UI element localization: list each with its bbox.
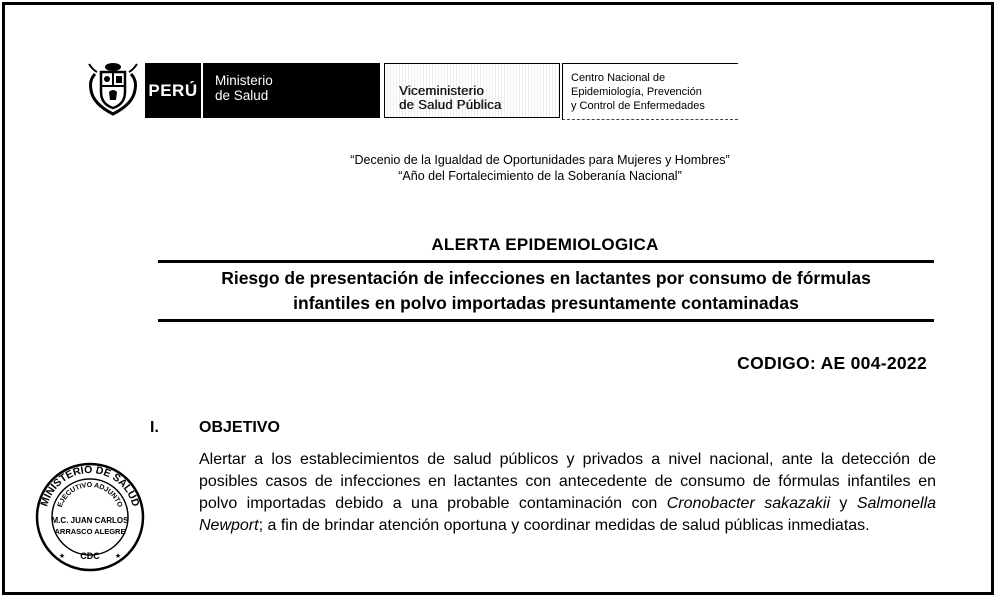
alert-subtitle [158, 266, 934, 316]
body-text-2: y [830, 495, 857, 512]
title-rule-top [158, 260, 934, 263]
alert-title: ALERTA EPIDEMIOLOGICA [431, 235, 659, 254]
stamp-name-2: ARRASCO ALEGRE [54, 527, 126, 536]
ministry-label [203, 63, 273, 118]
motto-line-1: “Decenio de la Igualdad de Oportunidades para Mujeres y Hombres” [350, 153, 730, 167]
body-text-1: Alertar a los establecimientos de salud públicos y privados a nivel nacional, ante la detección de posibles casos de infecciones en lactantes con antecedente de consumo de fórmulas infantiles en polvo importadas debido a una probable contaminación con [199, 451, 936, 512]
center-block [562, 63, 738, 120]
center-line-3: y Control de Enfermedades [571, 100, 705, 112]
ministry-logo-block [145, 63, 380, 118]
organism-2: Salmonella Newport [199, 495, 937, 534]
subtitle-line-1: Riesgo de presentación de infecciones en lactantes por consumo de fórmulas [221, 268, 871, 288]
stamp-name-1: M.C. JUAN CARLOS [51, 516, 129, 525]
ministry-line-1: Ministerio [215, 73, 273, 88]
body-text-3: ; a fin de brindar atención oportuna y coordinar medidas de salud públicas inmediatas. [258, 517, 870, 534]
section-body [199, 449, 936, 537]
country-label: PERÚ [145, 63, 203, 118]
motto-line-2: “Año del Fortalecimiento de la Soberanía Nacional” [398, 169, 682, 183]
title-rule-bottom [158, 319, 934, 322]
ministry-line-2: de Salud [215, 88, 269, 103]
viceministry-label [399, 84, 501, 112]
coat-of-arms-icon [85, 60, 141, 118]
document-code: CODIGO: AE 004-2022 [737, 353, 927, 373]
official-stamp [34, 461, 146, 573]
center-line-1: Centro Nacional de [571, 72, 666, 84]
center-label [571, 71, 705, 113]
stamp-star-left: ★ [58, 553, 66, 560]
subtitle-line-2: infantiles en polvo importadas presuntamente contaminadas [293, 293, 799, 313]
center-line-2: Epidemiología, Prevención [571, 86, 702, 98]
organism-1: Cronobacter sakazakii [666, 495, 830, 512]
section-title: OBJETIVO [199, 419, 280, 436]
stamp-outer-text: MINISTERIO DE SALUD [38, 463, 142, 508]
section-number: I. [150, 419, 159, 436]
viceministry-line-1: Viceministerio [399, 83, 484, 98]
stamp-star-right: ★ [114, 553, 122, 560]
stamp-bottom: CDC [80, 551, 100, 561]
stamp-inner-text: EJECUTIVO ADJUNTO [56, 481, 124, 509]
viceministry-block [384, 63, 560, 118]
viceministry-line-2: de Salud Pública [399, 97, 502, 112]
